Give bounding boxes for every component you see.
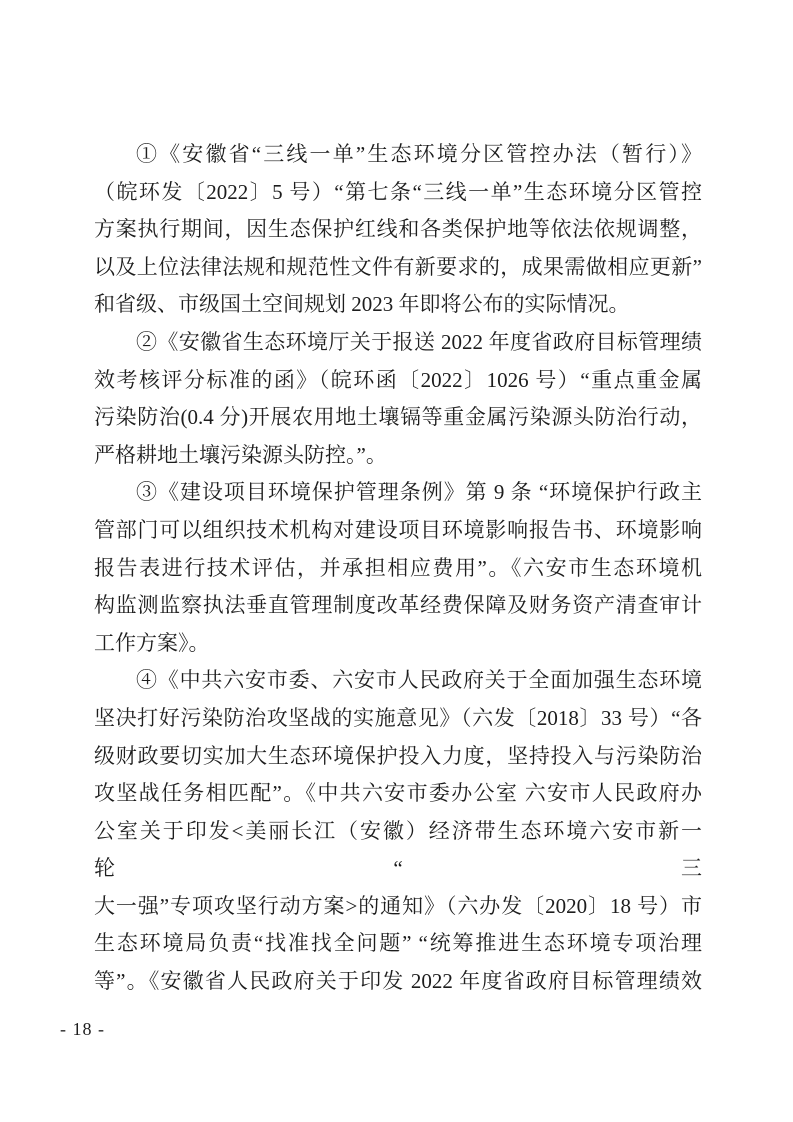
text-line: 报告表进行技术评估，并承担相应费用”。《六安市生态环境机: [94, 555, 702, 580]
text-line: 和省级、市级国土空间规划 2023 年即将公布的实际情况。: [94, 292, 630, 317]
paragraph-4: [94, 662, 702, 1000]
text-line: 工作方案》。: [94, 630, 210, 655]
page-number: - 18 -: [60, 1019, 105, 1039]
text-line: 管部门可以组织技术机构对建设项目环境影响报告书、环境影响: [94, 517, 702, 542]
text-line: 攻坚战任务相匹配”。《中共六安市委办公室 六安市人民政府办: [94, 781, 702, 806]
paragraph-1: [94, 136, 702, 324]
text-line: 生态环境局负责“找准找全问题” “统筹推进生态环境专项治理: [94, 931, 702, 956]
text-line: 坚决打好污染防治攻坚战的实施意见》（六发〔2018〕33 号）“各: [94, 705, 702, 730]
paragraph-3: [94, 474, 702, 662]
text-line: ②《安徽省生态环境厅关于报送 2022 年度省政府目标管理绩: [136, 329, 702, 354]
text-line: 污染防治(0.4 分)开展农用地土壤镉等重金属污染源头防治行动，: [94, 405, 702, 430]
paragraph-2: [94, 324, 702, 474]
text-line: 级财政要切实加大生态环境保护投入力度，坚持投入与污染防治: [94, 743, 702, 768]
text-line: 效考核评分标准的函》（皖环函〔2022〕1026 号）“重点重金属: [94, 367, 702, 392]
text-line: （皖环发〔2022〕5 号）“第七条“三线一单”生态环境分区管控: [94, 179, 702, 204]
text-line: ①《安徽省“三线一单”生态环境分区管控办法（暂行）》: [136, 142, 702, 166]
document-body: [94, 136, 702, 1001]
text-line: 构监测监察执法垂直管理制度改革经费保障及财务资产清查审计: [94, 593, 702, 618]
text-line: 严格耕地土壤污染源头防控。”。: [94, 442, 387, 467]
text-line: 公室关于印发<美丽长江（安徽）经济带生态环境六安市新一轮“三: [94, 818, 702, 881]
text-line: 以及上位法律法规和规范性文件有新要求的，成果需做相应更新”: [94, 254, 702, 279]
text-line: 等”。《安徽省人民政府关于印发 2022 年度省政府目标管理绩效: [94, 969, 702, 994]
text-line: 方案执行期间，因生态保护红线和各类保护地等依法依规调整，: [94, 217, 702, 242]
text-line: 大一强”专项攻坚行动方案>的通知》（六办发〔2020〕18 号）市: [94, 893, 702, 918]
text-line: ③《建设项目环境保护管理条例》第 9 条 “环境保护行政主: [136, 480, 702, 505]
text-line: ④《中共六安市委、六安市人民政府关于全面加强生态环境: [136, 668, 702, 693]
